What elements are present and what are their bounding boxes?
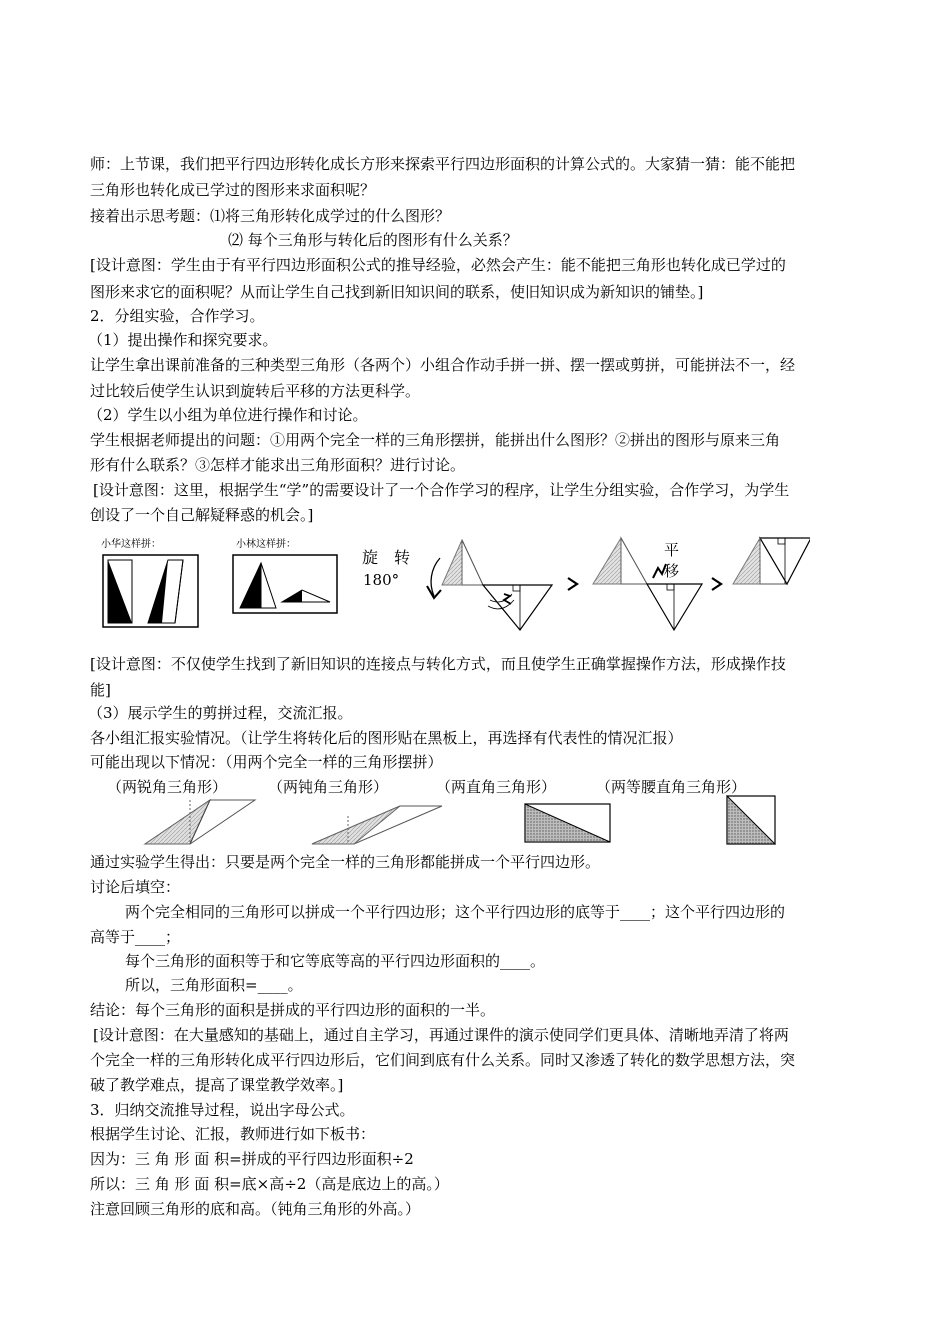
text-line: 注意回顾三角形的底和高。（钝角三角形的外高。）: [90, 1200, 421, 1218]
text-line: 讨论后填空：: [90, 878, 181, 896]
case-label-isosceles-right: （两等腰直角三角形）: [596, 778, 747, 796]
section-heading: 3．归纳交流推导过程，说出字母公式。: [90, 1101, 355, 1119]
text-line: 可能出现以下情况：（用两个完全一样的三角形摆拼）: [90, 753, 443, 771]
subsection-heading: （2）学生以小组为单位进行操作和讨论。: [88, 406, 368, 424]
subsection-heading: （1）提出操作和探究要求。: [88, 331, 278, 349]
formula-line: 所以：三 角 形 面 积=底×高÷2（高是底边上的高。）: [90, 1175, 449, 1193]
case-label-right: （两直角三角形）: [436, 778, 557, 796]
rotate-label: 旋 转: [362, 548, 411, 567]
text-line: 各小组汇报实验情况。（让学生将转化后的图形贴在黑板上，再选择有代表性的情况汇报）: [90, 729, 683, 747]
fill-blank-text: 所以，三角形面积=____。: [125, 976, 303, 994]
xiaohua-label: 小华这样拼：: [101, 539, 161, 550]
design-intent-text: [设计意图：这里，根据学生“学”的需要设计了一个合作学习的程序，让学生分组实验，合作学习，为学生: [93, 481, 790, 499]
design-intent-text: [设计意图：不仅使学生找到了新旧知识的连接点与转化方式，而且使学生正确掌握操作方法，形成操作技: [90, 655, 786, 673]
text-line: 让学生拿出课前准备的三种类型三角形（各两个）小组合作动手拼一拼、摆一摆或剪拼，可能拼法不一，经: [90, 356, 796, 374]
design-intent-text: 图形来求它的面积呢？从而让学生自己找到新旧知识间的联系，使旧知识成为新知识的铺垫。]: [90, 283, 704, 301]
conclusion-text: 结论：每个三角形的面积是拼成的平行四边形的面积的一半。: [90, 1001, 496, 1019]
case-label-acute: （两锐角三角形）: [107, 778, 228, 796]
text-line: 根据学生讨论、汇报，教师进行如下板书：: [90, 1125, 376, 1143]
xiaohua-figure: [103, 555, 198, 627]
rotate-angle: 180°: [363, 571, 400, 589]
text-line: 学生根据老师提出的问题：①用两个完全一样的三角形摆拼，能拼出什么图形？②拼出的图形与原来三角: [90, 431, 781, 449]
translate-label: 移: [664, 562, 680, 580]
isosceles-right-case-shape: [727, 796, 775, 844]
text-line: 形有什么联系？③怎样才能求出三角形面积？进行讨论。: [90, 456, 466, 474]
xiaolin-label: 小林这样拼：: [236, 539, 296, 550]
design-intent-text: 破了教学难点，提高了课堂教学效率。]: [90, 1076, 344, 1094]
fill-blank-text: 两个完全相同的三角形可以拼成一个平行四边形；这个平行四边形的底等于____；这个平行四边形的: [125, 903, 786, 921]
section-heading: 2．分组实验，合作学习。: [90, 307, 265, 325]
fill-blank-text: 高等于____；: [90, 928, 181, 946]
text-line: 接着出示思考题：⑴将三角形转化成学过的什么图形？: [90, 207, 451, 225]
obtuse-case-shape: [312, 806, 442, 844]
design-intent-text: [设计意图：在大量感知的基础上，通过自主学习，再通过课件的演示使同学们更具体、清晰地弄清了将两: [93, 1026, 789, 1044]
xiaolin-figure: [233, 555, 337, 613]
text-line: 师：上节课，我们把平行四边形转化成长方形来探索平行四边形面积的计算公式的。大家猜一猜：能不能把: [90, 155, 796, 173]
subsection-heading: （3）展示学生的剪拼过程，交流汇报。: [88, 704, 353, 722]
acute-case-shape: [145, 800, 255, 844]
right-case-shape: [525, 804, 610, 842]
design-intent-text: 创设了一个自己解疑释惑的机会。]: [90, 506, 314, 524]
text-line: ⑵ 每个三角形与转化后的图形有什么关系？: [228, 231, 518, 249]
fill-blank-text: 每个三角形的面积等于和它等底等高的平行四边形面积的____。: [125, 952, 546, 970]
design-intent-text: 个完全一样的三角形转化成平行四边形后，它们间到底有什么关系。同时又渗透了转化的数学思想方法，突: [90, 1051, 796, 1069]
design-intent-text: [设计意图：学生由于有平行四边形面积公式的推导经验，必然会产生：能不能把三角形也转化成已学过的: [90, 256, 786, 274]
translate-label: 平: [664, 541, 680, 559]
formula-line: 因为：三 角 形 面 积=拼成的平行四边形面积÷2: [90, 1150, 414, 1168]
text-line: 过比较后使学生认识到旋转后平移的方法更科学。: [90, 382, 421, 400]
case-shapes: [140, 794, 790, 848]
text-line: 通过实验学生得出：只要是两个完全一样的三角形都能拼成一个平行四边形。: [90, 853, 601, 871]
text-line: 三角形也转化成已学过的图形来求面积呢？: [90, 181, 376, 199]
design-intent-text: 能]: [90, 681, 111, 699]
case-label-obtuse: （两钝角三角形）: [268, 778, 389, 796]
